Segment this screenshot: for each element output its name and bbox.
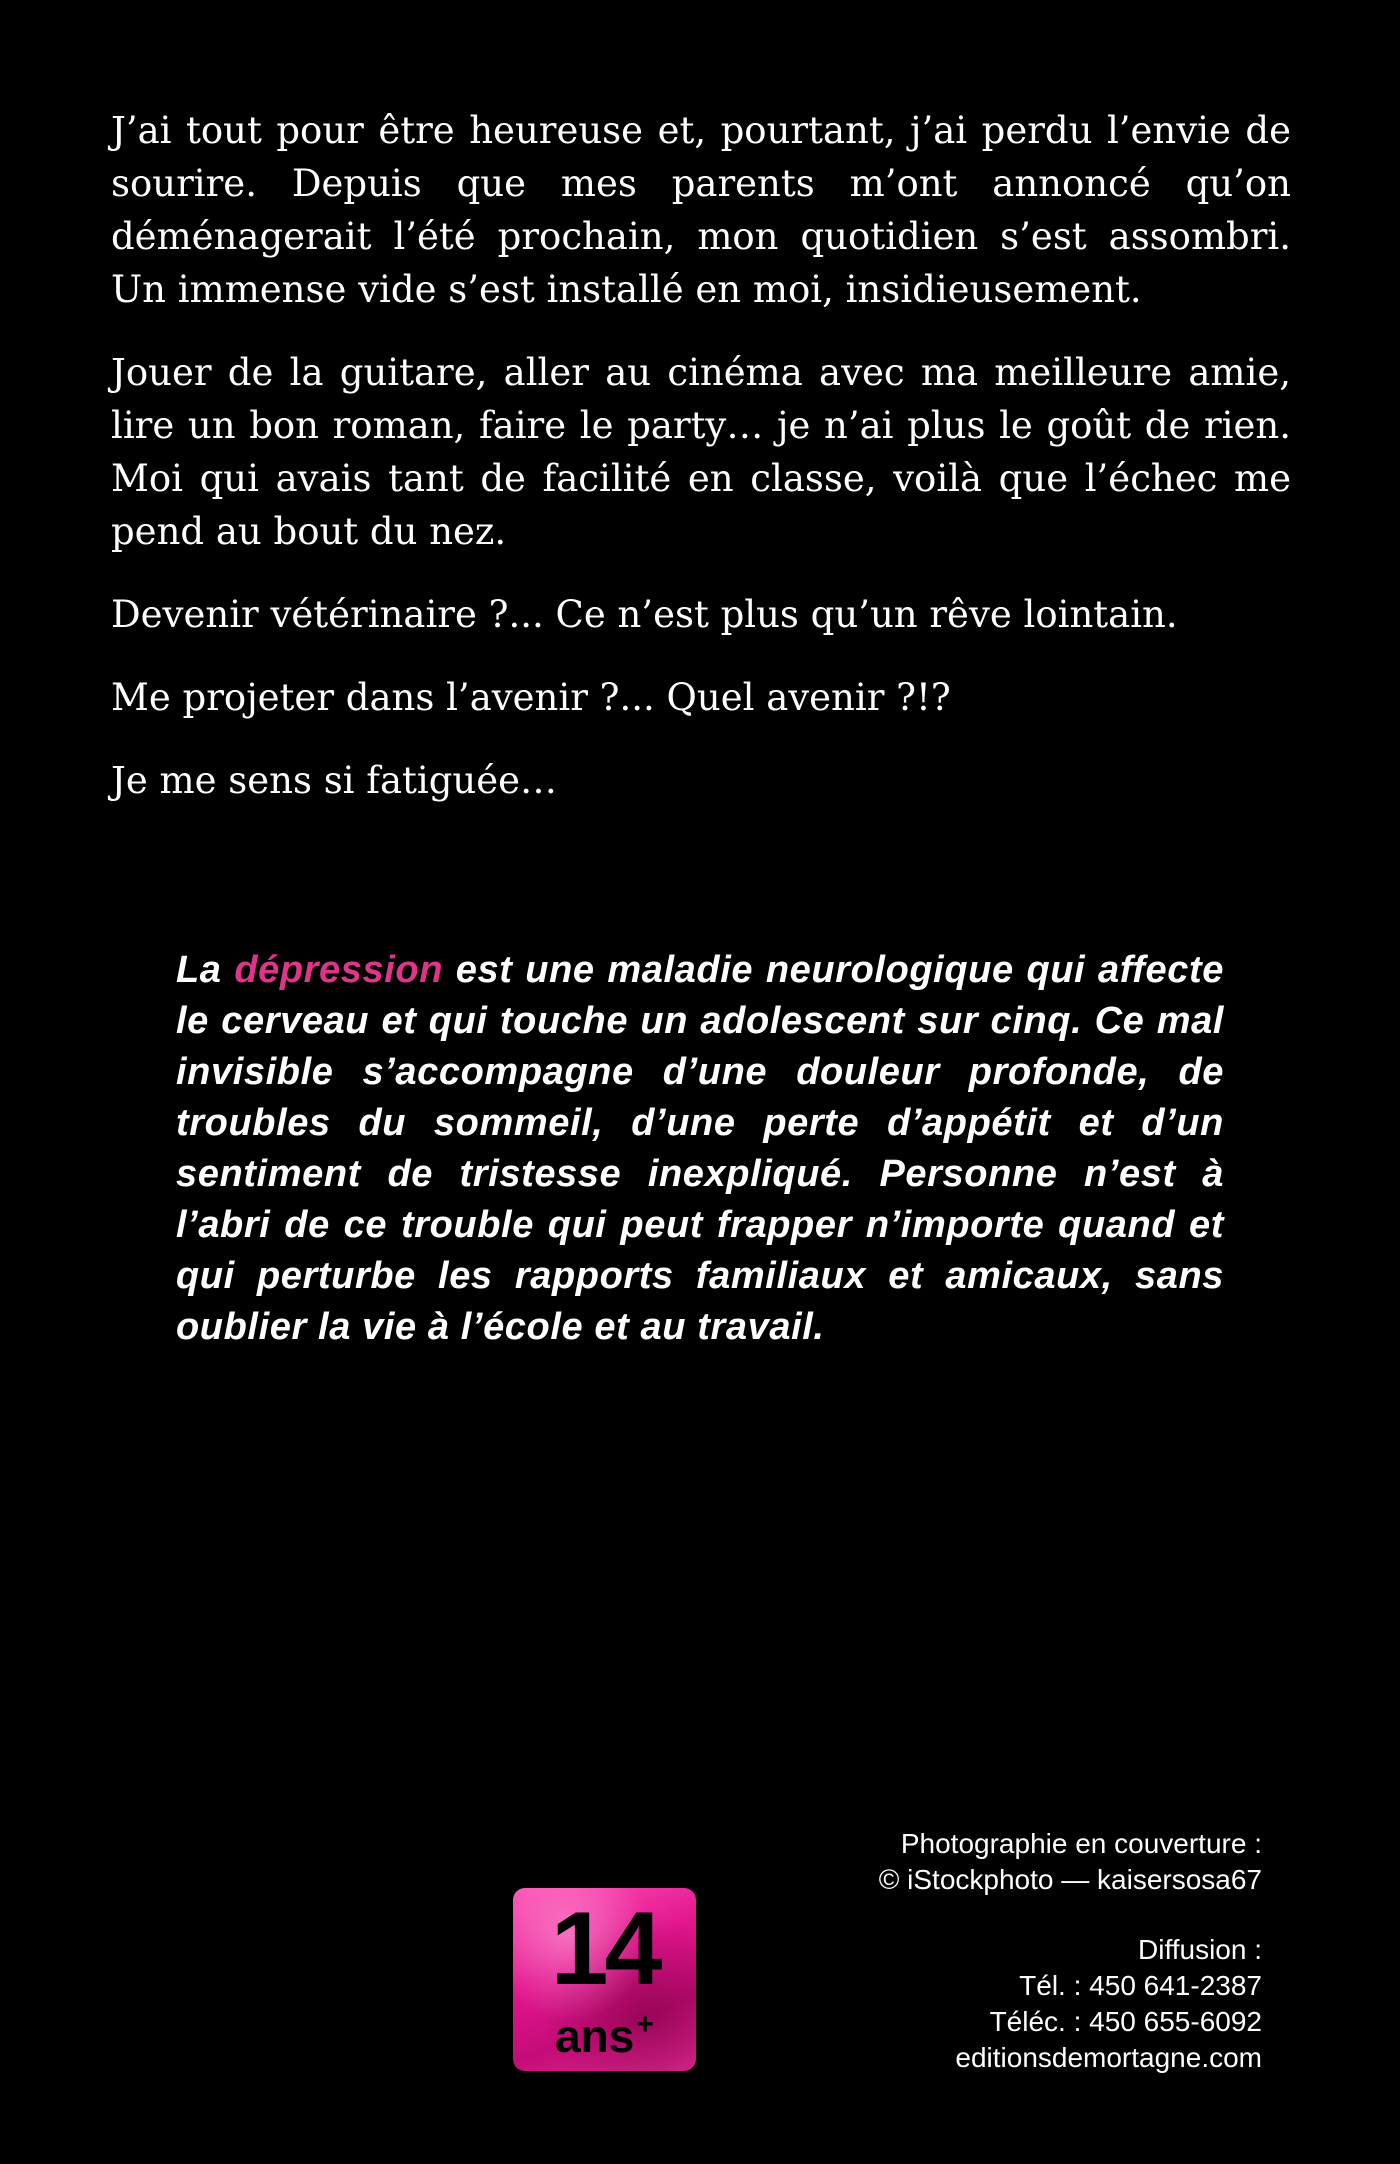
intro-text	[111, 104, 1291, 837]
photo-credit-block	[702, 1826, 1262, 1898]
publisher-website: editionsdemortagne.com	[955, 2042, 1262, 2073]
intro-paragraph-3: Devenir vétérinaire ?... Ce n’est plus qu’un rêve lointain.	[111, 593, 1178, 636]
age-rating-badge	[513, 1888, 696, 2071]
summary-highlight: dépression	[234, 949, 444, 991]
age-rating-number: 14	[550, 1891, 659, 2007]
intro-paragraph-4: Me projeter dans l’avenir ?... Quel avenir ?!?	[111, 676, 951, 719]
summary-lead: La	[176, 949, 235, 991]
credits	[702, 1826, 1262, 2110]
diffusion-label: Diffusion :	[1138, 1934, 1262, 1965]
age-rating-unit-wrap	[513, 2000, 696, 2061]
age-rating-unit: ans	[555, 2010, 635, 2062]
photo-credit-label: Photographie en couverture :	[900, 1828, 1262, 1859]
fax-number: Téléc. : 450 655-6092	[989, 2006, 1262, 2037]
phone-number: Tél. : 450 641-2387	[1019, 1970, 1262, 2001]
summary-text	[176, 945, 1224, 1353]
photo-credit: © iStockphoto — kaisersosa67	[878, 1864, 1262, 1895]
age-rating-plus: +	[636, 2008, 654, 2041]
intro-paragraph-1: J’ai tout pour être heureuse et, pourtant, j’ai perdu l’envie de sourire. Depuis que mes parents m’ont annoncé qu’on déménagerait l’été prochain, mon quotidien s’est assombri. Un immense vide s’est installé en moi, insidieusement.	[111, 109, 1291, 311]
summary-rest: est une maladie neurologique qui affecte le cerveau et qui touche un adolescent sur cinq. Ce mal invisible s’accompagne d’une douleur profonde, de troubles du sommeil, d’une perte d’appétit et d’un sentiment de tristesse inexpliqué. Personne n’est à l’abri de ce trouble qui peut frapper n’importe quand et qui perturbe les rapports familiaux et amicaux, sans oublier la vie à l’école et au travail.	[176, 949, 1224, 1348]
diffusion-block	[702, 1932, 1262, 2076]
intro-paragraph-5: Je me sens si fatiguée…	[111, 759, 558, 802]
intro-paragraph-2: Jouer de la guitare, aller au cinéma avec ma meilleure amie, lire un bon roman, faire le party… je n’ai plus le goût de rien. Moi qui avais tant de facilité en classe, voilà que l’échec me pend au bout du nez.	[111, 351, 1291, 553]
